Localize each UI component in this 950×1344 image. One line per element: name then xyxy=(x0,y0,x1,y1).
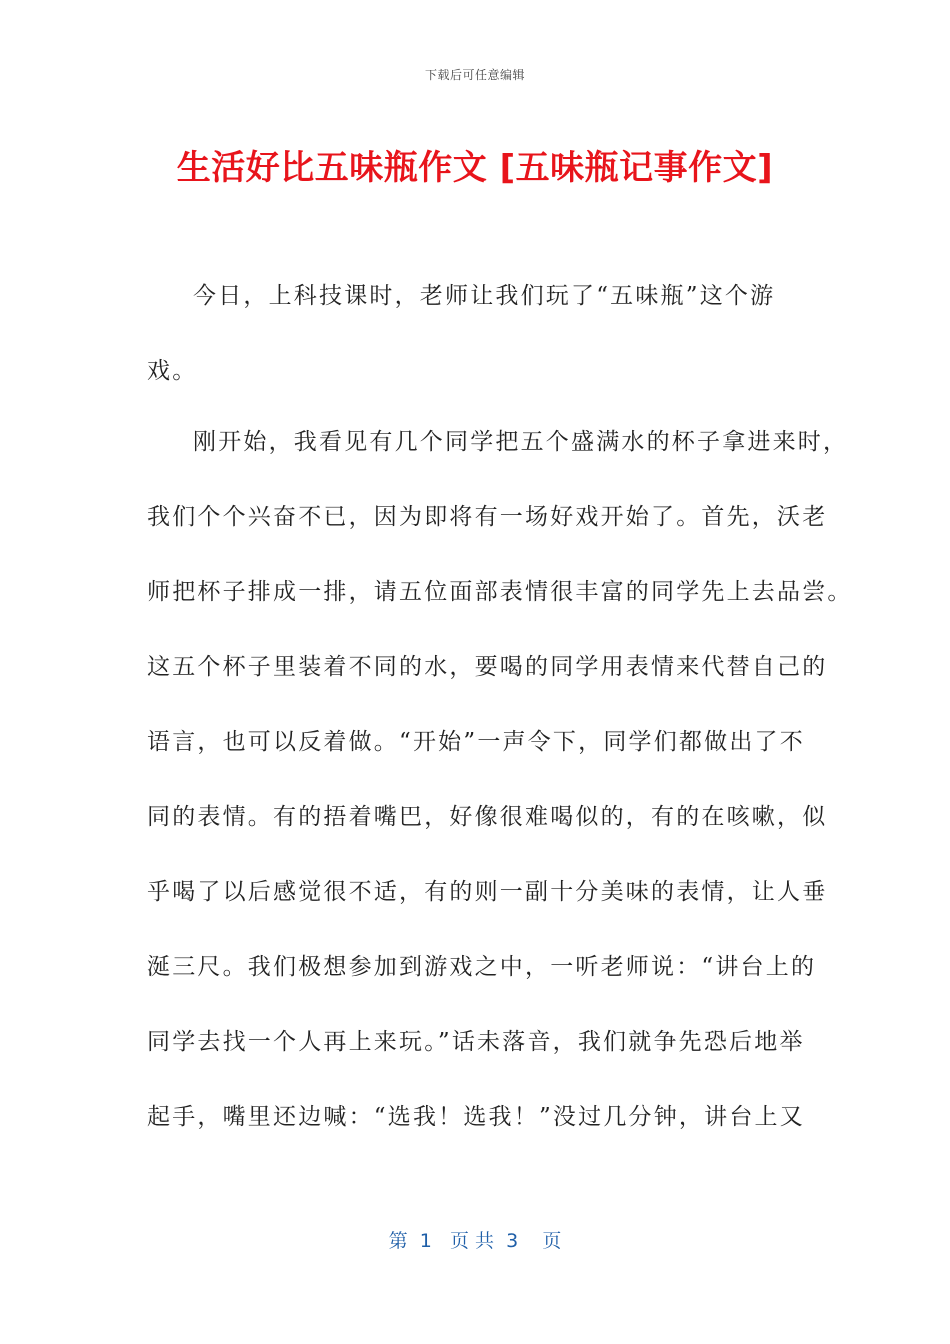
paragraph-2-line: 同的表情。有的捂着嘴巴，好像很难喝似的，有的在咳嗽，似 xyxy=(147,804,828,830)
paragraph-2-line: 涎三尺。我们极想参加到游戏之中，一听老师说：“讲台上的 xyxy=(147,954,817,980)
paragraph-2-line: 起手，嘴里还边喊：“选我！选我！”没过几分钟，讲台上又 xyxy=(147,1104,805,1130)
paragraph-2-line: 师把杯子排成一排，请五位面部表情很丰富的同学先上去品尝。 xyxy=(147,579,853,605)
page-number-footer: 第 1 页 共 3 页 xyxy=(388,1230,562,1252)
paragraph-2-line: 刚开始，我看见有几个同学把五个盛满水的杯子拿进来时， xyxy=(193,429,849,455)
paragraph-1: 今日，上科技课时，老师让我们玩了“五味瓶”这个游戏。 xyxy=(147,283,776,384)
paragraph-2-line: 这五个杯子里装着不同的水，要喝的同学用表情来代替自己的 xyxy=(147,654,828,680)
paragraph-2-line: 我们个个兴奋不已，因为即将有一场好戏开始了。首先，沃老 xyxy=(147,504,828,530)
header-note: 下载后可任意编辑 xyxy=(424,68,525,82)
document-title: 生活好比五味瓶作文 [五味瓶记事作文] xyxy=(176,148,774,188)
paragraph-2-line: 同学去找一个人再上来玩。”话未落音，我们就争先恐后地举 xyxy=(147,1029,805,1055)
paragraph-2-line: 语言，也可以反着做。“开始”一声令下，同学们都做出了不 xyxy=(147,729,805,755)
paragraph-2 xyxy=(147,405,853,1155)
paragraph-2-line: 乎喝了以后感觉很不适，有的则一副十分美味的表情，让人垂 xyxy=(147,879,828,905)
